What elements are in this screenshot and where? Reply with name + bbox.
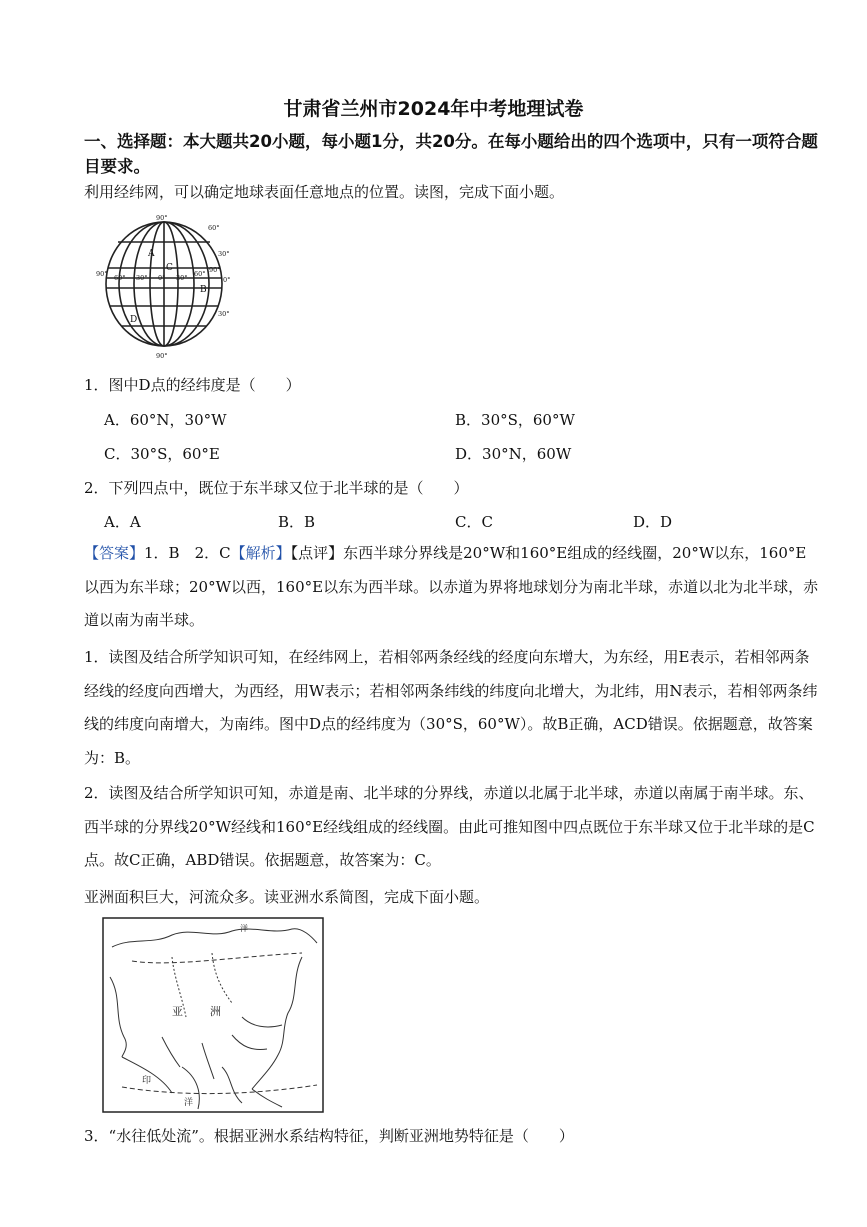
page-title: 甘肃省兰州市2024年中考地理试卷 [283, 98, 584, 120]
lon-label: 30° [176, 274, 188, 282]
point-label-a: A [148, 249, 155, 259]
lat-label: 30° [218, 250, 230, 258]
lat-label: 0° [223, 276, 231, 284]
q2-option-d: D．D [633, 513, 673, 531]
lat-label: 30° [218, 310, 230, 318]
intro-text-2: 亚洲面积巨大，河流众多。读亚洲水系简图，完成下面小题。 [84, 888, 490, 906]
lat-label: 90° [156, 214, 168, 222]
point-label-b: B [200, 285, 207, 295]
q1-option-c: C．30°S，60°E [104, 445, 220, 463]
globe-graticule-figure [96, 212, 236, 360]
lon-label: 60° [194, 270, 206, 278]
section-header: 一、选择题：本大题共20小题，每小题1分，共20分。在每小题给出的四个选项中，只有一项符合题目要求。 [84, 132, 818, 176]
lat-label: 60° [208, 224, 220, 232]
q2-option-a: A．A [104, 513, 141, 531]
q1-option-d: D．30°N，60W [455, 445, 572, 463]
map-label-zhou: 洲 [210, 1005, 221, 1018]
answer-block [84, 537, 819, 638]
explanation-1: 1．读图及结合所学知识可知，在经纬网上，若相邻两条经线的经度向东增大，为东经，用E表示，若相邻两条经线的经度向西增大，为西经，用W表示；若相邻两条纬线的纬度向北增大，为北纬，用N表示，若相邻两条纬线的纬度向南增大，为南纬。图中D点的经纬度为（30°S，60°W）。故B正确，ACD错误。依据题意，故答案为：B。 [84, 648, 818, 767]
lon-label: 90° [96, 270, 108, 278]
lon-label: 90° [209, 266, 221, 274]
lat-label: 90° [156, 352, 168, 360]
q1-option-b: B．30°S，60°W [455, 411, 575, 429]
comment-tag: 【点评】 [290, 544, 344, 562]
answer-text: 1．B 2．C [144, 544, 231, 562]
lon-label: 30° [136, 274, 148, 282]
map-label-yin: 印 [142, 1076, 152, 1086]
q1-option-a: A．60°N，30°W [104, 411, 227, 429]
answer-tag: 【答案】 [84, 544, 145, 562]
q2-option-b: B．B [278, 513, 316, 531]
explanation-2: 2．读图及结合所学知识可知，赤道是南、北半球的分界线，赤道以北属于北半球，赤道以南属于南半球。东、西半球的分界线20°W经线和160°E经线组成的经线圈。由此可推知图中四点既位于东半球又位于北半球的是C点。故C正确，ABD错误。依据题意，故答案为：C。 [84, 784, 815, 869]
point-label-d: D [130, 315, 138, 325]
question-1-stem: 1．图中D点的经纬度是（ ） [84, 376, 301, 394]
asia-river-map-figure [102, 917, 324, 1113]
comment-text: 东西半球分界线是20°W和160°E组成的经线圈，20°W以东，160°E以西为东半球；20°W以西，160°E以东为西半球。以赤道为界将地球划分为南北半球，赤道以北为北半球，赤道以南为南半球。 [84, 544, 819, 629]
q2-option-c: C．C [455, 513, 493, 531]
analysis-tag: 【解析】 [230, 544, 291, 562]
point-label-c: C [166, 263, 173, 273]
lon-label: 0° [158, 274, 166, 282]
map-label-ocean-south: 洋 [184, 1098, 194, 1108]
question-3-stem: 3．“水往低处流”。根据亚洲水系结构特征，判断亚洲地势特征是（ ） [84, 1127, 574, 1145]
map-label-ocean-north: 洋 [240, 924, 248, 933]
intro-text-1: 利用经纬网，可以确定地球表面任意地点的位置。读图，完成下面小题。 [84, 183, 565, 201]
map-label-ya: 亚 [172, 1005, 183, 1018]
lon-label: 60° [114, 274, 126, 282]
question-2-stem: 2．下列四点中，既位于东半球又位于北半球的是（ ） [84, 479, 469, 497]
